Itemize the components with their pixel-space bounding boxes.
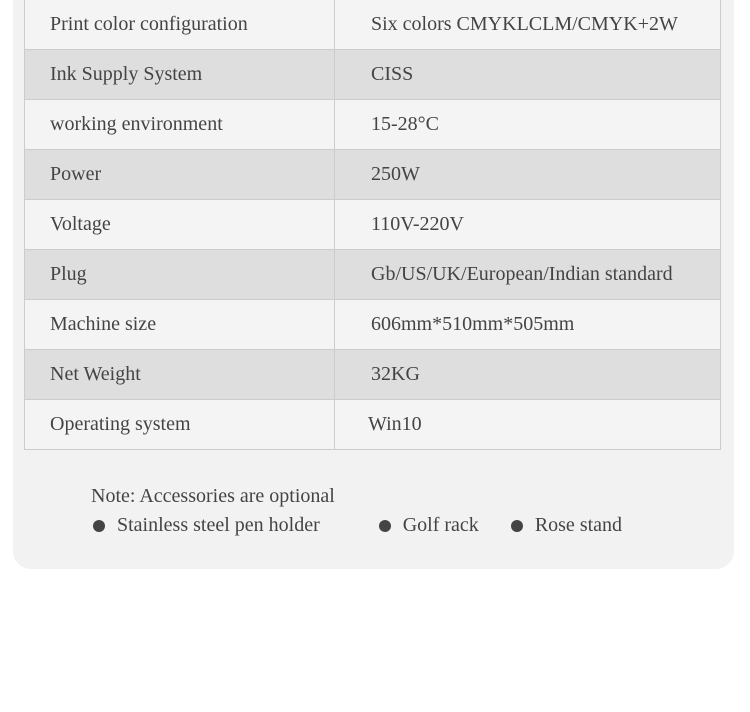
list-item <box>511 514 622 537</box>
table-row <box>25 49 720 99</box>
spec-label: Voltage <box>25 200 335 249</box>
spec-value: Six colors CMYKLCLM/CMYK+2W <box>371 13 678 35</box>
accessories-note: Note: Accessories are optional <box>91 485 335 507</box>
bullet-icon <box>93 520 105 532</box>
spec-value: Win10 <box>368 413 422 435</box>
table-row <box>25 149 720 199</box>
accessory-label: Golf rack <box>402 514 479 536</box>
table-row <box>25 249 720 299</box>
list-item <box>93 514 320 537</box>
spec-label: Machine size <box>25 300 335 349</box>
spec-value: 250W <box>371 163 420 185</box>
spec-label: Net Weight <box>25 350 335 399</box>
spec-label: working environment <box>25 100 335 149</box>
list-item <box>379 514 479 537</box>
spec-table <box>24 0 721 450</box>
spec-label: Ink Supply System <box>25 50 335 99</box>
spec-value: 15-28°C <box>371 113 439 135</box>
table-row <box>25 99 720 149</box>
spec-label: Plug <box>25 250 335 299</box>
spec-label: Operating system <box>25 400 335 449</box>
bullet-icon <box>379 520 391 532</box>
spec-value: 32KG <box>371 363 420 385</box>
table-row <box>25 399 720 449</box>
spec-value: 110V-220V <box>371 213 464 235</box>
accessory-label: Rose stand <box>534 514 623 536</box>
spec-label: Print color configuration <box>25 0 335 49</box>
spec-value: Gb/US/UK/European/Indian standard <box>371 263 673 285</box>
accessory-label: Stainless steel pen holder <box>117 514 320 536</box>
table-row <box>25 0 720 49</box>
table-row <box>25 299 720 349</box>
spec-value: CISS <box>371 63 414 85</box>
spec-value: 606mm*510mm*505mm <box>371 313 575 335</box>
accessories-list <box>93 514 622 537</box>
spec-label: Power <box>25 150 335 199</box>
table-row <box>25 349 720 399</box>
bullet-icon <box>511 520 523 532</box>
table-row <box>25 199 720 249</box>
